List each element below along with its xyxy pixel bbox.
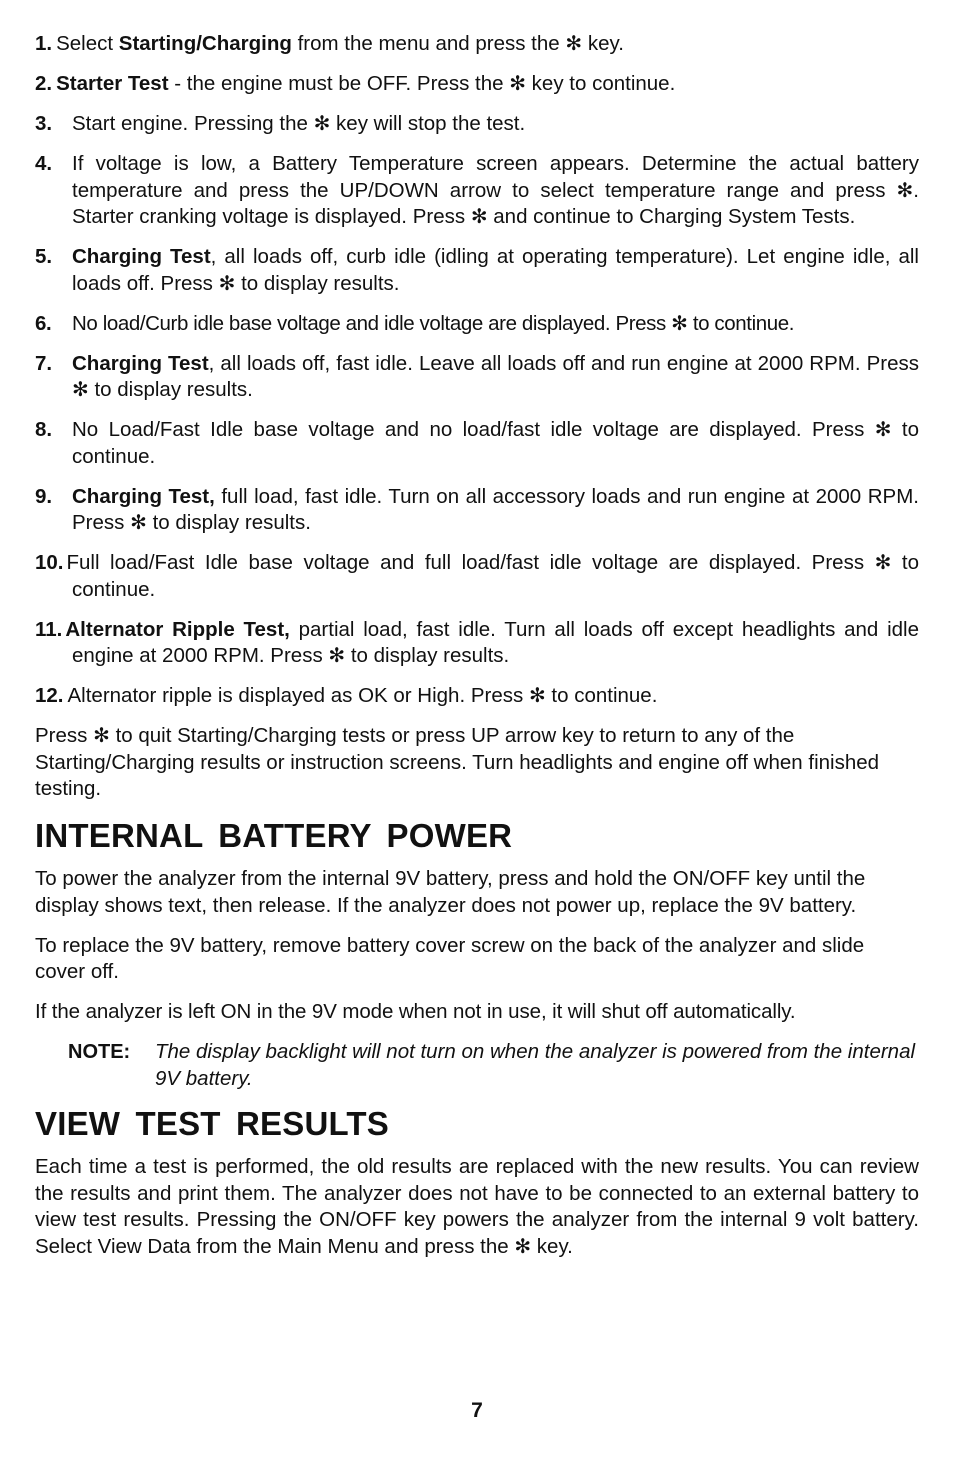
view-results-paragraph xyxy=(35,1154,919,1260)
step-body xyxy=(56,72,675,95)
view-text: Each time a test is performed, the old results are replaced with the new results. You can review the results and print them. The analyzer does not have to be connected to an external battery to view test results. Pressing the ON/OFF key powers the analyzer from the internal 9 volt battery. Select View Data from the Main Menu and press the xyxy=(35,1155,919,1258)
step-number: 8. xyxy=(35,418,53,441)
step-text: partial load, fast idle. Turn all loads off except headlights and idle engine at 2000 RPM. Press xyxy=(72,617,919,667)
step-text: - the engine must be OFF. Press the xyxy=(168,72,510,95)
step-text: Starting/Charging xyxy=(118,32,292,55)
step-text: , all loads off, curb idle (idling at operating temperature). Let engine idle, all loads off. Press xyxy=(72,245,919,295)
step-text: . Starter cranking voltage is displayed. Press xyxy=(72,178,919,228)
step-number: 10. xyxy=(35,551,64,574)
asterisk-key-icon: ✻ xyxy=(671,312,688,335)
step-text: full load, fast idle. Turn on all accessory loads and run engine at 2000 RPM. Press xyxy=(72,484,919,534)
step-body xyxy=(72,417,919,470)
step-number: 1. xyxy=(35,32,53,55)
starting-charging-steps xyxy=(35,31,919,710)
step-number: 9. xyxy=(35,484,53,508)
internal-para-3: If the analyzer is left ON in the 9V mode when not in use, it will shut off automatically. xyxy=(35,1000,796,1023)
step-text: to continue. xyxy=(72,551,919,601)
asterisk-key-icon: ✻ xyxy=(528,685,546,707)
page-number: 7 xyxy=(471,1399,483,1422)
step-text: Select xyxy=(56,32,119,55)
step-number: 3. xyxy=(35,112,53,135)
step-text: to display results. xyxy=(88,378,253,401)
step-text: Charging Test, xyxy=(72,484,215,508)
step-text: to display results. xyxy=(345,644,510,667)
heading-view-test-results: VIEW TEST RESULTS xyxy=(35,1105,389,1142)
step-11 xyxy=(35,617,919,670)
step-text: If voltage is low, a Battery Temperature screen appears. Determine the actual battery temperature and press the UP/DOWN arrow to select temperature range and press xyxy=(72,152,919,202)
step-text: key to continue. xyxy=(525,72,676,95)
closing-text: to quit Starting/Charging tests or press UP arrow key to return to any of the Starting/Charging results or instruction screens. Turn headlights and engine off when finished testing. xyxy=(35,724,880,800)
step-text: to continue. xyxy=(545,684,658,707)
step-number: 6. xyxy=(35,311,52,335)
note-label: NOTE: xyxy=(68,1041,131,1063)
note-text: The display backlight will not turn on when the analyzer is powered from the internal 9V battery. xyxy=(155,1040,916,1090)
step-9 xyxy=(35,484,919,537)
step-text: Start engine. Pressing the xyxy=(72,112,314,135)
step-number: 7. xyxy=(35,351,53,375)
step-text: to continue. xyxy=(687,311,795,335)
step-text: to display results. xyxy=(235,271,400,295)
step-body xyxy=(72,111,919,138)
step-body xyxy=(72,311,919,338)
asterisk-key-icon: ✻ xyxy=(874,552,892,574)
asterisk-key-icon: ✻ xyxy=(72,379,89,401)
step-number: 2. xyxy=(35,72,53,95)
step-text: Charging Test xyxy=(72,351,209,375)
step-body xyxy=(72,244,919,297)
step-1 xyxy=(35,31,919,58)
step-text: key. xyxy=(582,32,624,55)
step-number: 11. xyxy=(35,617,63,641)
step-body xyxy=(72,351,919,404)
step-body xyxy=(56,32,624,55)
step-text: Full load/Fast Idle base voltage and full load/fast idle voltage are displayed. Press xyxy=(66,551,875,574)
step-10 xyxy=(35,550,919,603)
step-text: to display results. xyxy=(146,511,311,534)
manual-page xyxy=(35,31,919,1274)
asterisk-key-icon: ✻ xyxy=(328,645,346,667)
step-body xyxy=(67,551,919,601)
step-number: 4. xyxy=(35,152,53,175)
asterisk-key-icon: ✻ xyxy=(93,725,110,747)
step-text: to continue. xyxy=(72,418,919,468)
asterisk-key-icon: ✻ xyxy=(218,272,236,295)
asterisk-key-icon: ✻ xyxy=(896,179,914,202)
step-2 xyxy=(35,71,919,98)
internal-para-2: To replace the 9V battery, remove battery cover screw on the back of the analyzer and slide cover off. xyxy=(35,933,865,983)
step-text: Charging Test xyxy=(72,245,211,268)
step-text: key will stop the test. xyxy=(330,112,526,135)
step-body xyxy=(68,684,658,707)
asterisk-key-icon: ✻ xyxy=(565,33,583,55)
step-body xyxy=(72,484,919,537)
step-5 xyxy=(35,244,919,297)
step-7 xyxy=(35,351,919,404)
step-6 xyxy=(35,311,919,338)
step-body xyxy=(65,618,919,668)
asterisk-key-icon: ✻ xyxy=(874,419,892,441)
step-text: from the menu and press the xyxy=(291,32,566,55)
heading-internal-battery-power: INTERNAL BATTERY POWER xyxy=(35,817,513,854)
closing-paragraph xyxy=(35,723,919,803)
asterisk-key-icon: ✻ xyxy=(313,113,331,135)
asterisk-key-icon: ✻ xyxy=(130,512,147,534)
step-body xyxy=(72,151,919,231)
step-text: Alternator Ripple Test, xyxy=(65,617,290,641)
asterisk-key-icon: ✻ xyxy=(470,206,488,228)
step-text: No load/Curb idle base voltage and idle voltage are displayed. Press xyxy=(72,311,672,335)
step-text: and continue to Charging System Tests. xyxy=(487,205,856,228)
step-12 xyxy=(35,683,919,710)
closing-text: Press xyxy=(35,724,94,747)
step-4 xyxy=(35,151,919,231)
step-text: Alternator ripple is displayed as OK or High. Press xyxy=(67,684,529,707)
view-text: key. xyxy=(531,1234,573,1258)
step-text: No Load/Fast Idle base voltage and no load/fast idle voltage are displayed. Press xyxy=(72,418,875,441)
step-number: 12. xyxy=(35,684,64,707)
internal-para-1: To power the analyzer from the internal 9V battery, press and hold the ON/OFF key until the display shows text, then release. If the analyzer does not power up, replace the 9V battery. xyxy=(35,867,866,917)
step-text: Starter Test xyxy=(56,72,169,95)
step-8 xyxy=(35,417,919,470)
asterisk-key-icon: ✻ xyxy=(509,73,526,95)
asterisk-key-icon: ✻ xyxy=(514,1235,532,1258)
note-block xyxy=(68,1039,919,1092)
step-number: 5. xyxy=(35,245,53,268)
step-text: , all loads off, fast idle. Leave all loads off and run engine at 2000 RPM. Press xyxy=(208,351,919,375)
step-3 xyxy=(35,111,919,138)
